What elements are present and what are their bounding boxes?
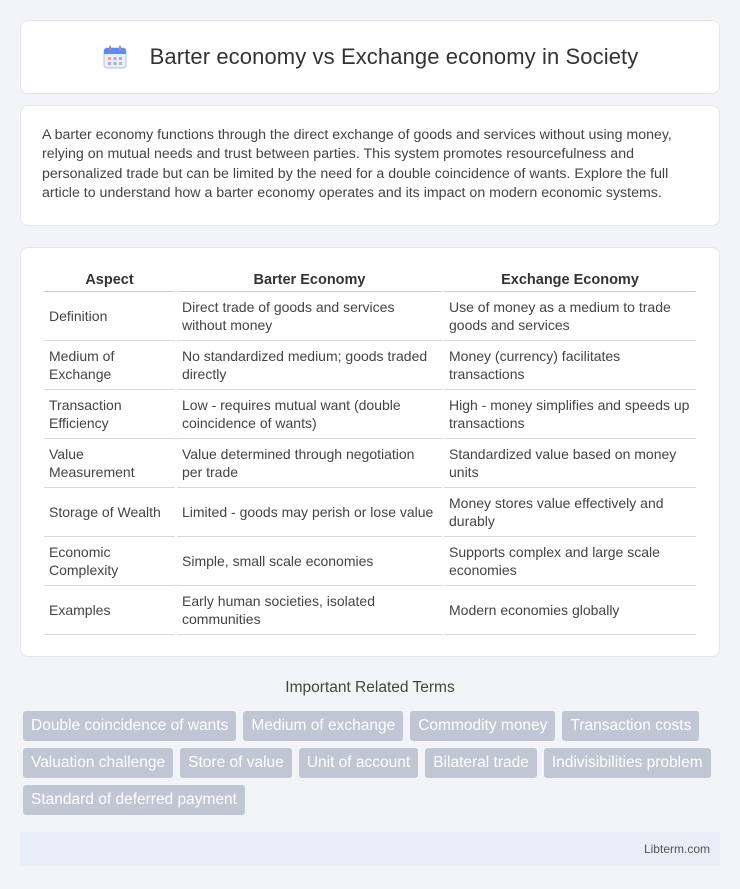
table-cell-barter: Low - requires mutual want (double coincidence of wants)	[177, 390, 442, 439]
table-cell-aspect: Value Measurement	[44, 439, 175, 488]
table-row	[44, 439, 696, 488]
table-cell-exchange: Standardized value based on money units	[444, 439, 696, 488]
term-tag[interactable]: Commodity money	[410, 711, 555, 741]
intro-text: A barter economy functions through the direct exchange of goods and services without using money, relying on mutual needs and trust between parties. This system promotes resourcefulness and personalized trade but can be limited by the need for a double coincidence of wants. Explore the full article to understand how a barter economy operates and its impact on modern economic systems.	[42, 127, 672, 201]
column-header-aspect: Aspect	[44, 270, 175, 292]
table-cell-aspect: Definition	[44, 292, 175, 341]
table-cell-aspect: Transaction Efficiency	[44, 390, 175, 439]
table-cell-exchange: Modern economies globally	[444, 586, 696, 635]
term-tag[interactable]: Standard of deferred payment	[23, 785, 245, 815]
calendar-icon	[102, 44, 128, 70]
page-title: Barter economy vs Exchange economy in Society	[149, 44, 639, 69]
table-cell-barter: Value determined through negotiation per trade	[177, 439, 442, 488]
column-header-barter: Barter Economy	[177, 270, 442, 292]
term-tag[interactable]: Unit of account	[299, 748, 418, 778]
table-cell-exchange: Supports complex and large scale economies	[444, 537, 696, 586]
intro-card	[20, 105, 720, 226]
table-row	[44, 537, 696, 586]
table-cell-barter: Early human societies, isolated communities	[177, 586, 442, 635]
term-tag[interactable]: Transaction costs	[562, 711, 699, 741]
term-tag[interactable]: Medium of exchange	[243, 711, 403, 741]
table-cell-barter: Simple, small scale economies	[177, 537, 442, 586]
term-tag[interactable]: Store of value	[180, 748, 292, 778]
table-header-row	[44, 270, 696, 292]
table-cell-barter: No standardized medium; goods traded directly	[177, 341, 442, 390]
table-row	[44, 292, 696, 341]
title-card	[20, 20, 720, 94]
term-tag[interactable]: Indivisibilities problem	[544, 748, 711, 778]
term-tag[interactable]: Double coincidence of wants	[23, 711, 236, 741]
term-tag[interactable]: Valuation challenge	[23, 748, 173, 778]
footer	[20, 832, 720, 866]
table-row	[44, 488, 696, 537]
related-terms-tags	[0, 697, 740, 815]
related-terms-section	[0, 679, 740, 815]
column-header-exchange: Exchange Economy	[444, 270, 696, 292]
table-cell-exchange: Money (currency) facilitates transactions	[444, 341, 696, 390]
footer-site-link[interactable]: Libterm.com	[643, 842, 710, 857]
table-row	[44, 341, 696, 390]
table-cell-barter: Limited - goods may perish or lose value	[177, 488, 442, 537]
table-cell-aspect: Storage of Wealth	[44, 488, 175, 537]
table-cell-aspect: Medium of Exchange	[44, 341, 175, 390]
table-cell-exchange: Money stores value effectively and durably	[444, 488, 696, 537]
table-row	[44, 390, 696, 439]
comparison-table	[42, 270, 698, 635]
table-cell-aspect: Economic Complexity	[44, 537, 175, 586]
comparison-table-card	[20, 247, 720, 657]
table-cell-exchange: High - money simplifies and speeds up transactions	[444, 390, 696, 439]
table-row	[44, 586, 696, 635]
table-cell-exchange: Use of money as a medium to trade goods and services	[444, 292, 696, 341]
related-terms-title: Important Related Terms	[285, 679, 455, 697]
table-cell-aspect: Examples	[44, 586, 175, 635]
term-tag[interactable]: Bilateral trade	[425, 748, 537, 778]
table-cell-barter: Direct trade of goods and services without money	[177, 292, 442, 341]
